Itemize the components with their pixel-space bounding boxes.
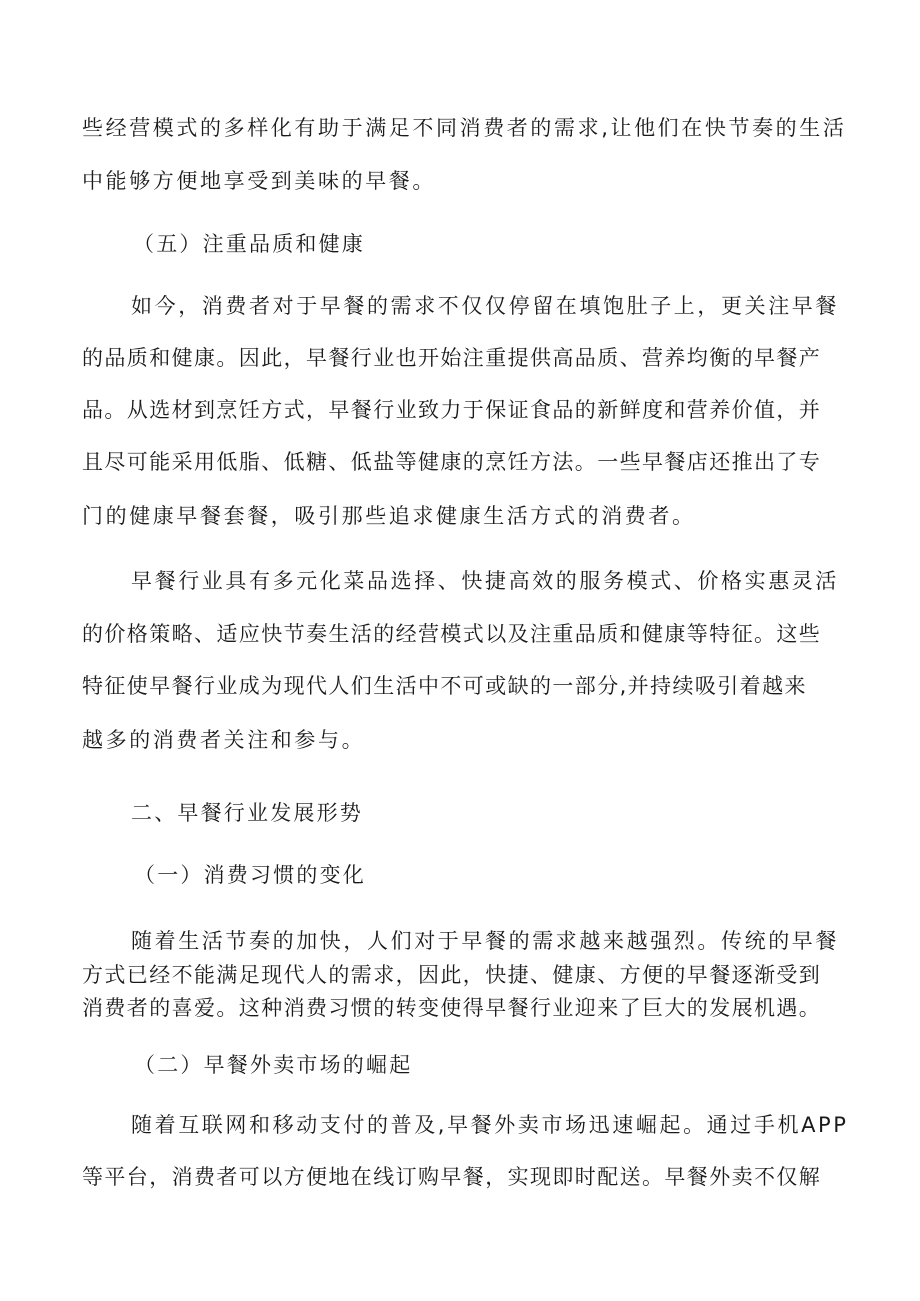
paragraph-line: 如今，消费者对于早餐的需求不仅仅停留在填饱肚子上，更关注早餐 [131,294,839,318]
paragraph-line: 的品质和健康。因此，早餐行业也开始注重提供高品质、营养均衡的早餐产 [82,346,822,370]
paragraph-line: 早餐行业具有多元化菜品选择、快捷高效的服务模式、价格实惠灵活 [131,569,839,593]
paragraph-line: 中能够方便地享受到美味的早餐。 [82,169,436,193]
paragraph-line: 越多的消费者关注和参与。 [82,728,366,752]
paragraph-line: 等平台，消费者可以方便地在线订购早餐，实现即时配送。早餐外卖不仅解 [82,1165,822,1189]
section-heading-2: （二）早餐外卖市场的崛起 [134,1053,413,1077]
paragraph-line: 方式已经不能满足现代人的需求，因此，快捷、健康、方便的早餐逐渐受到 [82,963,822,987]
section-heading-1: （一）消费习惯的变化 [134,863,366,887]
paragraph-line: 消费者的喜爱。这种消费习惯的转变使得早餐行业迎来了巨大的发展机遇。 [82,996,822,1020]
paragraph-line: 品。从选材到烹饪方式，早餐行业致力于保证食品的新鲜度和营养价值，并 [82,398,822,422]
chapter-heading-2: 二、早餐行业发展形势 [131,801,363,825]
paragraph-line: 的价格策略、适应快节奏生活的经营模式以及注重品质和健康等特征。这些 [82,622,822,646]
paragraph-line: 且尽可能采用低脂、低糖、低盐等健康的烹饪方法。一些早餐店还推出了专 [82,450,822,474]
section-heading-5: （五）注重品质和健康 [133,232,365,256]
paragraph-line: 随着生活节奏的加快，人们对于早餐的需求越来越强烈。传统的早餐 [131,929,839,953]
paragraph-line: 些经营模式的多样化有助于满足不同消费者的需求,让他们在快节奏的生活 [82,116,847,140]
paragraph-line: 特征使早餐行业成为现代人们生活中不可或缺的一部分,并持续吸引着越来 [82,674,807,698]
paragraph-line: 随着互联网和移动支付的普及,早餐外卖市场迅速崛起。通过手机APP [131,1113,849,1137]
paragraph-line: 门的健康早餐套餐，吸引那些追求健康生活方式的消费者。 [82,504,696,528]
